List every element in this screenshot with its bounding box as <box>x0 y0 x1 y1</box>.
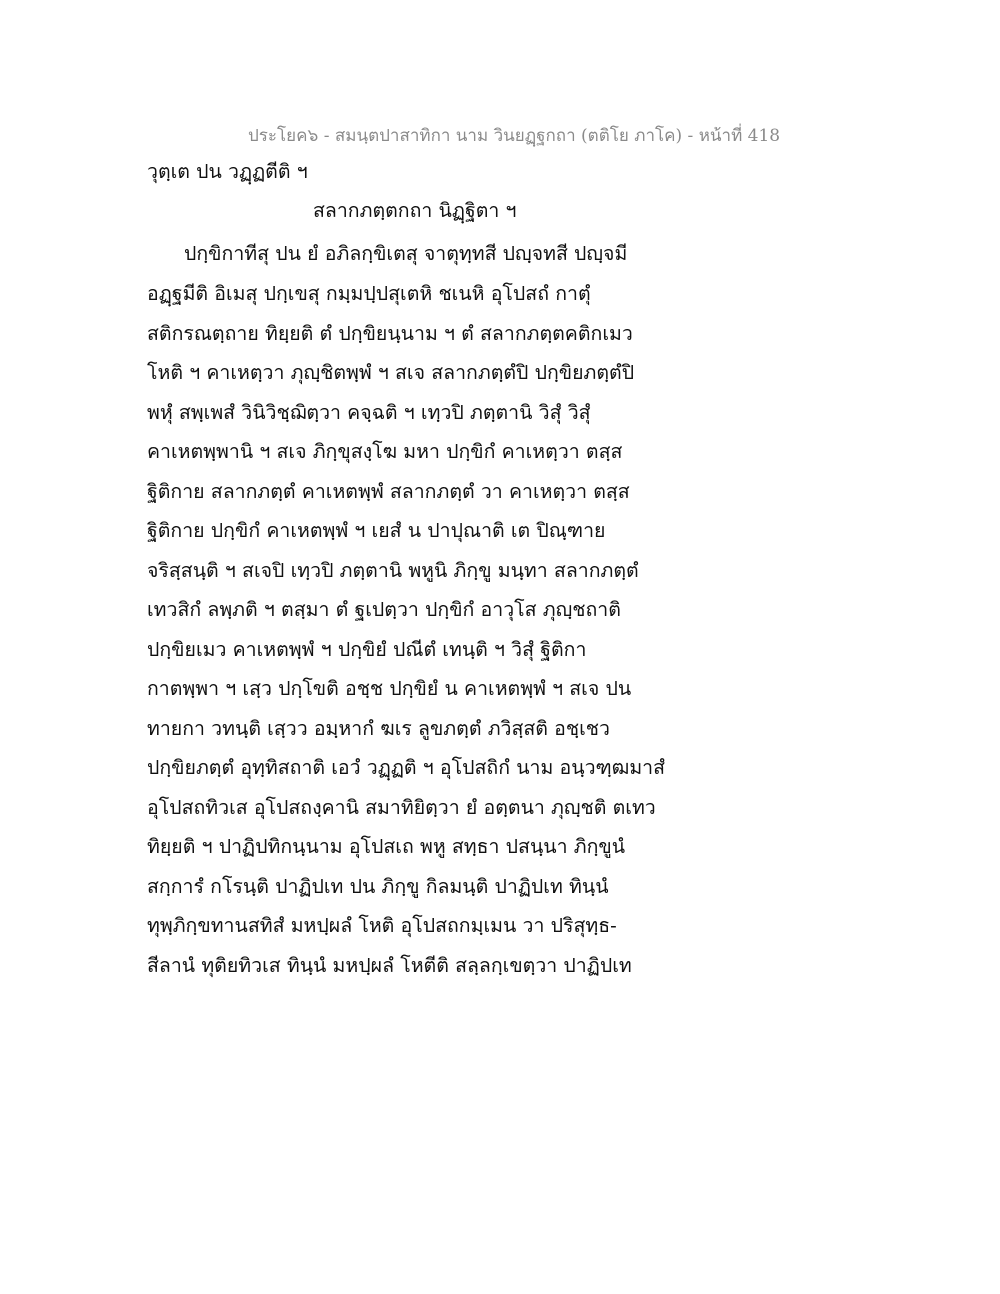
text-line: ฐิติกาย สลากภตฺตํ คาเหตพฺพํ สลากภตฺตํ วา คาเหตฺวา ตสฺส <box>147 480 630 503</box>
text-line: ปกฺขิกาทีสุ ปน ยํ อภิลกฺขิเตสุ จาตุทฺทสี ปญฺจทสี ปญฺจมี <box>184 242 628 265</box>
text-line: สีลานํ ทุติยทิวเส ทินฺนํ มหปฺผลํ โหตีติ สลฺลกฺเขตฺวา ปาฏิปเท <box>147 954 632 977</box>
running-header: ประโยค๖ - สมนฺตปาสาทิกา นาม วินยฏฺฐกถา (ตติโย ภาโค) - หน้าที่ 418 <box>248 126 781 146</box>
text-line: ทุพฺภิกฺขทานสทิสํ มหปฺผลํ โหติ อุโปสถกมฺเมน วา ปริสุทฺธ- <box>147 914 617 937</box>
text-line: วุตฺเต ปน วฏฺฏตีติ ฯ <box>147 160 308 183</box>
section-end-heading: สลากภตฺตกถา นิฏฺฐิตา ฯ <box>313 199 517 222</box>
text-line: ทิยฺยติ ฯ ปาฏิปทิกนฺนาม อุโปสเถ พหู สทฺธา ปสนฺนา ภิกฺขูนํ <box>147 835 626 858</box>
text-line: เทวสิกํ ลพฺภติ ฯ ตสฺมา ตํ ฐเปตฺวา ปกฺขิกํ อาวุโส ภุญฺชถาติ <box>147 598 621 621</box>
text-line: คาเหตพฺพานิ ฯ สเจ ภิกฺขุสงฺโฆ มหา ปกฺขิกํ คาเหตฺวา ตสฺส <box>147 440 623 463</box>
text-line: อุโปสถทิวเส อุโปสถงฺคานิ สมาทิยิตฺวา ยํ อตฺตนา ภุญฺชติ ตเทว <box>147 796 656 819</box>
text-line: สกฺการํ กโรนฺติ ปาฏิปเท ปน ภิกฺขู กิลมนฺติ ปาฏิปเท ทินฺนํ <box>147 875 609 898</box>
text-line: ปกฺขิยภตฺตํ อุทฺทิสถาติ เอวํ วฏฺฏติ ฯ อุโปสถิกํ นาม อนฺวฑฺฒมาสํ <box>147 756 666 779</box>
text-line: อฏฺฐมีติ อิเมสุ ปกฺเขสุ กมฺมปฺปสุเตหิ ชเนหิ อุโปสถํ กาตุํ <box>147 282 591 305</box>
text-line: สติกรณตฺถาย ทิยฺยติ ตํ ปกฺขิยนฺนาม ฯ ตํ สลากภตฺตคติกเมว <box>147 322 633 345</box>
text-line: จริสฺสนฺติ ฯ สเจปิ เทฺวปิ ภตฺตานิ พหูนิ ภิกฺขู มนฺทา สลากภตฺตํ <box>147 559 639 582</box>
text-line: พหุํ สพฺเพสํ วินิวิชฺฌิตฺวา คจฺฉติ ฯ เทฺวปิ ภตฺตานิ วิสุํ วิสุํ <box>147 401 591 424</box>
text-line: ทายกา วทนฺติ เสฺวว อมฺหากํ ฆเร ลูขภตฺตํ ภวิสฺสติ อชฺเชว <box>147 717 610 740</box>
text-line: โหติ ฯ คาเหตฺวา ภุญฺชิตพฺพํ ฯ สเจ สลากภตฺตํปิ ปกฺขิยภตฺตํปิ <box>147 361 635 384</box>
text-line: ปกฺขิยเมว คาเหตพฺพํ ฯ ปกฺขิยํ ปณีตํ เทนฺติ ฯ วิสุํ ฐิติกา <box>147 638 587 661</box>
text-line: กาตพฺพา ฯ เสฺว ปกฺโขติ อชฺช ปกฺขิยํ น คาเหตพฺพํ ฯ สเจ ปน <box>147 677 632 700</box>
text-line: ฐิติกาย ปกฺขิกํ คาเหตพฺพํ ฯ เยสํ น ปาปุณาติ เต ปิณฺฑาย <box>147 519 606 542</box>
